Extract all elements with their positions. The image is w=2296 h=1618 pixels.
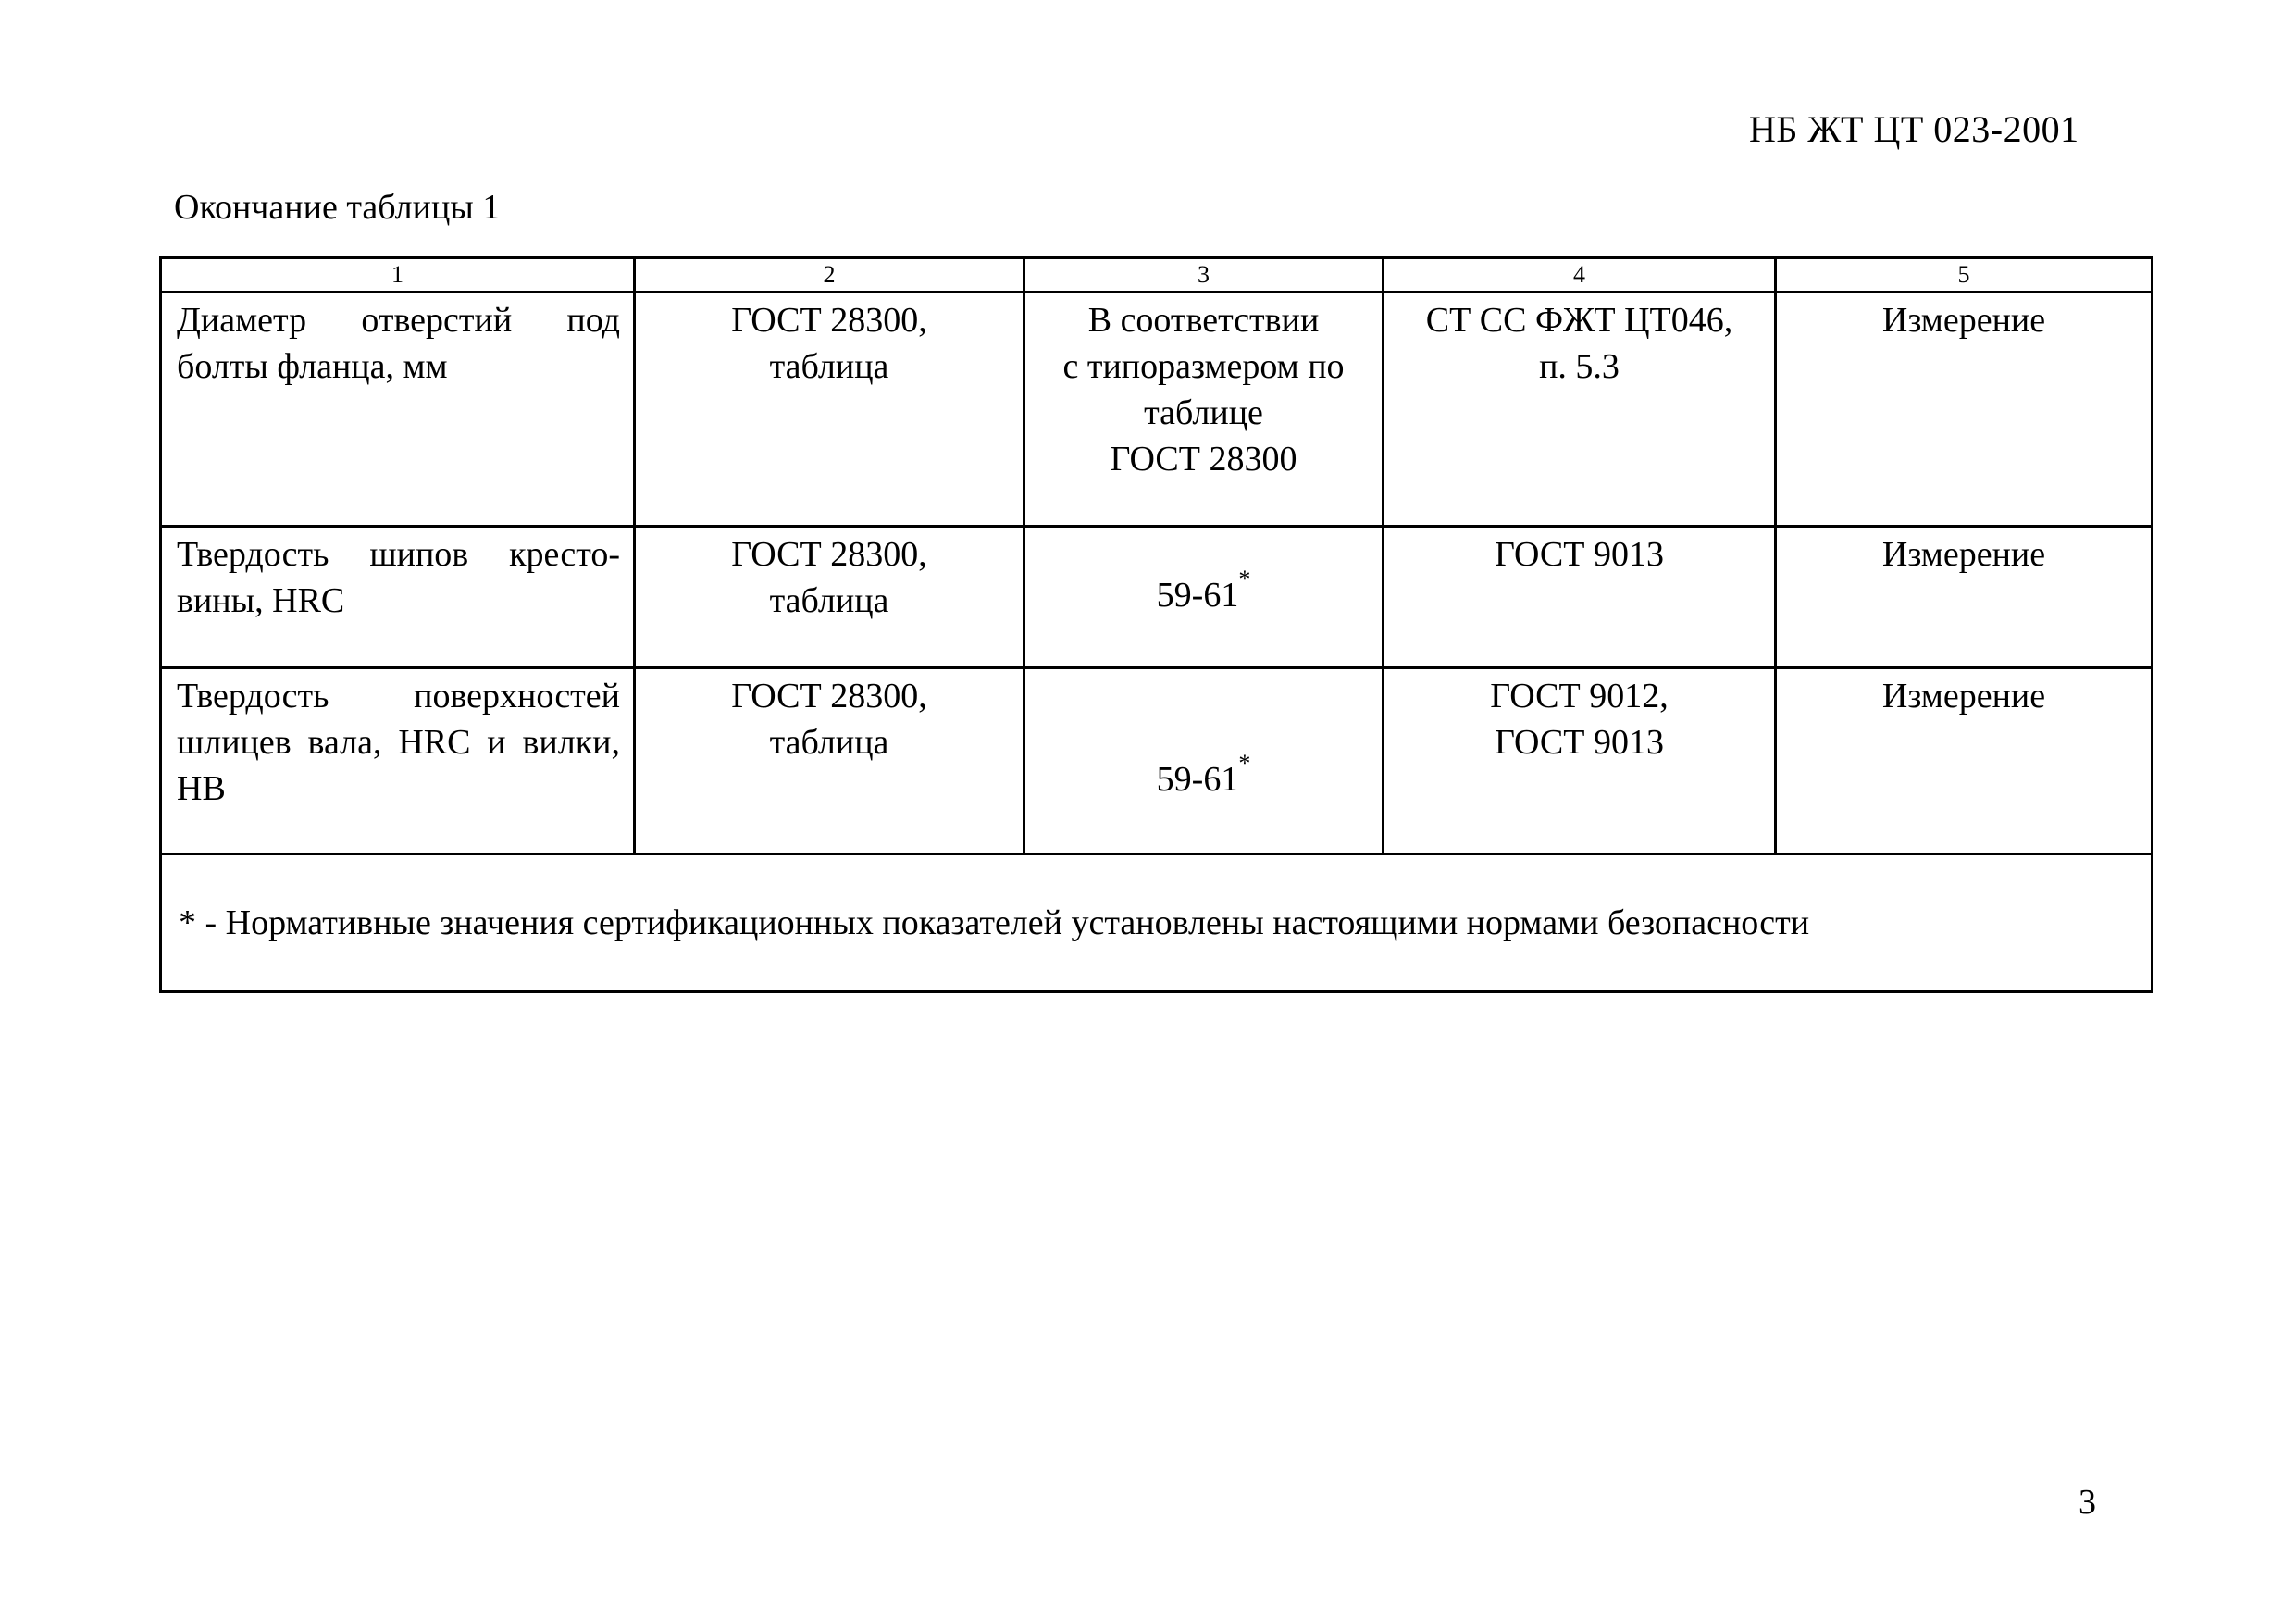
parameter-text: Твердость поверхностей шлицев вала, HRC и вилки, HB xyxy=(177,677,620,808)
value-cell xyxy=(1024,527,1384,668)
standard-text: ГОСТ 28300, таблица xyxy=(731,535,927,620)
footnote-row xyxy=(161,854,2153,992)
standard-cell xyxy=(635,668,1024,854)
control-text: Измерение xyxy=(1881,535,2046,574)
value-number: 59-61 xyxy=(1156,576,1239,615)
parameter-text: Твердость шипов кресто-вины, HRC xyxy=(177,535,620,620)
table-row xyxy=(161,527,2153,668)
control-cell xyxy=(1776,668,2153,854)
value-cell xyxy=(1024,668,1384,854)
test-method-cell xyxy=(1384,668,1776,854)
standard-text: ГОСТ 28300, таблица xyxy=(731,301,927,386)
footnote-mark: * xyxy=(1238,566,1251,592)
control-cell xyxy=(1776,292,2153,527)
test-method-cell xyxy=(1384,292,1776,527)
control-text: Измерение xyxy=(1881,301,2046,340)
standard-cell xyxy=(635,527,1024,668)
value-text: В соответствии с типоразмером по таблице ГОСТ 28300 xyxy=(1062,301,1345,479)
column-number-row xyxy=(161,258,2153,292)
test-method-text: СТ СС ФЖТ ЦТ046, п. 5.3 xyxy=(1425,301,1733,386)
column-number: 2 xyxy=(635,258,1024,292)
table-row xyxy=(161,668,2153,854)
standard-text: ГОСТ 28300, таблица xyxy=(731,677,927,762)
parameter-text: Диаметр отверстий под болты фланца, мм xyxy=(177,301,620,386)
column-number: 1 xyxy=(161,258,635,292)
parameter-cell xyxy=(161,668,635,854)
page-number: 3 xyxy=(2079,1483,2096,1522)
test-method-text: ГОСТ 9012, ГОСТ 9013 xyxy=(1490,677,1669,762)
value-number: 59-61 xyxy=(1156,760,1239,799)
value-cell xyxy=(1024,292,1384,527)
table-caption: Окончание таблицы 1 xyxy=(174,188,501,227)
specification-table xyxy=(159,256,2153,993)
control-text: Измерение xyxy=(1881,677,2046,716)
column-number: 5 xyxy=(1776,258,2153,292)
footnote-cell xyxy=(161,854,2153,992)
footnote-text: * - Нормативные значения сертификационных показателей установлены настоящими нормами безопасности xyxy=(179,903,1810,942)
value-text xyxy=(1025,531,1382,618)
standard-cell xyxy=(635,292,1024,527)
test-method-text: ГОСТ 9013 xyxy=(1495,535,1664,574)
control-cell xyxy=(1776,527,2153,668)
parameter-cell xyxy=(161,292,635,527)
test-method-cell xyxy=(1384,527,1776,668)
footnote-mark: * xyxy=(1238,750,1251,777)
table-row xyxy=(161,292,2153,527)
value-text xyxy=(1025,673,1382,803)
column-number: 3 xyxy=(1024,258,1384,292)
parameter-cell xyxy=(161,527,635,668)
column-number: 4 xyxy=(1384,258,1776,292)
document-code: НБ ЖТ ЦТ 023-2001 xyxy=(1749,108,2079,150)
